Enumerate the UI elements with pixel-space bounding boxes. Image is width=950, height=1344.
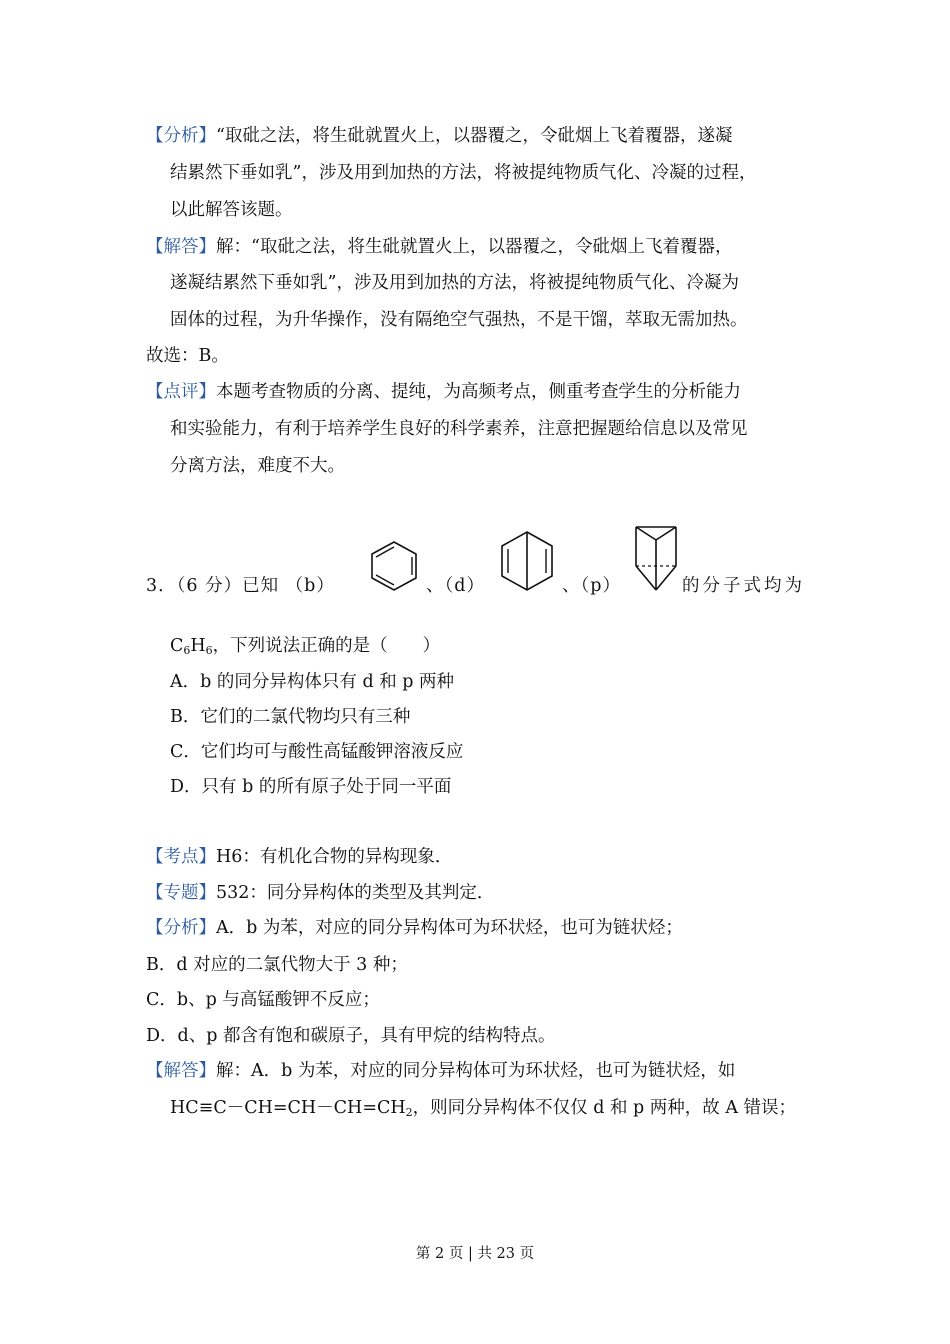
q3-option-b: B．它们的二氯代物均只有三种 [170, 707, 411, 727]
answer-line-1: 【解答】解：“取砒之法，将生砒就置火上，以器覆之，令砒烟上飞着覆器， [146, 237, 733, 257]
q3-sep-p: 、（p） [562, 576, 621, 596]
sol3-answer-tag: 【解答】 [146, 1061, 216, 1081]
answer-line-2: 遂凝结累然下垂如乳”，涉及用到加热的方法，将被提纯物质气化、冷凝为 [170, 273, 739, 293]
comment-line-2: 和实验能力，有利于培养学生良好的科学素养，注意把握题给信息以及常见 [170, 419, 748, 439]
q3-stem-formula: $C_6H_6$，下列说法正确的是（ ） [170, 636, 441, 657]
sol3-answer-line-1: 【解答】解：A．b 为苯，对应的同分异构体可为环状烃，也可为链状烃，如 [146, 1061, 736, 1081]
analysis-line-1: 【分析】“取砒之法，将生砒就置火上，以器覆之，令砒烟上飞着覆器，遂凝 [146, 126, 733, 146]
sol3-analysis-line-d: D．d、p 都含有饱和碳原子，具有甲烷的结构特点。 [146, 1026, 556, 1046]
answer-tag: 【解答】 [146, 237, 216, 257]
analysis-tag: 【分析】 [146, 126, 216, 146]
sol3-analysis-line-c: C．b、p 与高锰酸钾不反应； [146, 990, 380, 1010]
sol3-analysis-line-b: B．d 对应的二氯代物大于 3 种； [146, 955, 408, 975]
comment-line-1: 【点评】本题考查物质的分离、提纯，为高频考点，侧重考查学生的分析能力 [146, 382, 741, 402]
comment-line-3: 分离方法，难度不大。 [170, 456, 345, 476]
point-tag: 【考点】 [146, 847, 216, 867]
analysis-line-2: 结累然下垂如乳”，涉及用到加热的方法，将被提纯物质气化、冷凝的过程， [170, 163, 757, 183]
q3-option-a: A．b 的同分异构体只有 d 和 p 两种 [170, 672, 455, 692]
topic-tag: 【专题】 [146, 883, 216, 903]
sol3-analysis-tag: 【分析】 [146, 918, 216, 938]
page-footer: 第 2 页 | 共 23 页 [415, 1246, 535, 1262]
sol3-analysis-line-a: 【分析】A．b 为苯，对应的同分异构体可为环状烃，也可为链状烃； [146, 918, 683, 938]
prismane-structure-p [632, 522, 680, 594]
q3-option-d: D．只有 b 的所有原子处于同一平面 [170, 777, 452, 797]
q3-sep-d: 、（d） [426, 576, 485, 596]
benzene-structure-b [366, 538, 422, 594]
sol3-topic-line: 【专题】532：同分异构体的类型及其判定． [146, 883, 495, 903]
comment-tag: 【点评】 [146, 382, 216, 402]
sol3-answer-line-2: $HC\equiv C-CH=CH-CH=CH_2$，则同分异构体不仅仅 d 和 p 两种，故 A 错误； [170, 1098, 797, 1119]
answer-line-3: 固体的过程，为升华操作，没有隔绝空气强热，不是干馏，萃取无需加热。 [170, 310, 748, 330]
q3-tail: 的分子式均为 [682, 576, 805, 596]
dewar-benzene-structure-d [496, 528, 558, 594]
q3-option-c: C．它们均可与酸性高锰酸钾溶液反应 [170, 742, 464, 762]
analysis-line-3: 以此解答该题。 [170, 200, 293, 220]
choice-line: 故选：B。 [146, 346, 229, 366]
sol3-point-line: 【考点】H6：有机化合物的异构现象． [146, 847, 453, 867]
q3-number: 3．（6 分）已知 （b） [146, 576, 335, 596]
